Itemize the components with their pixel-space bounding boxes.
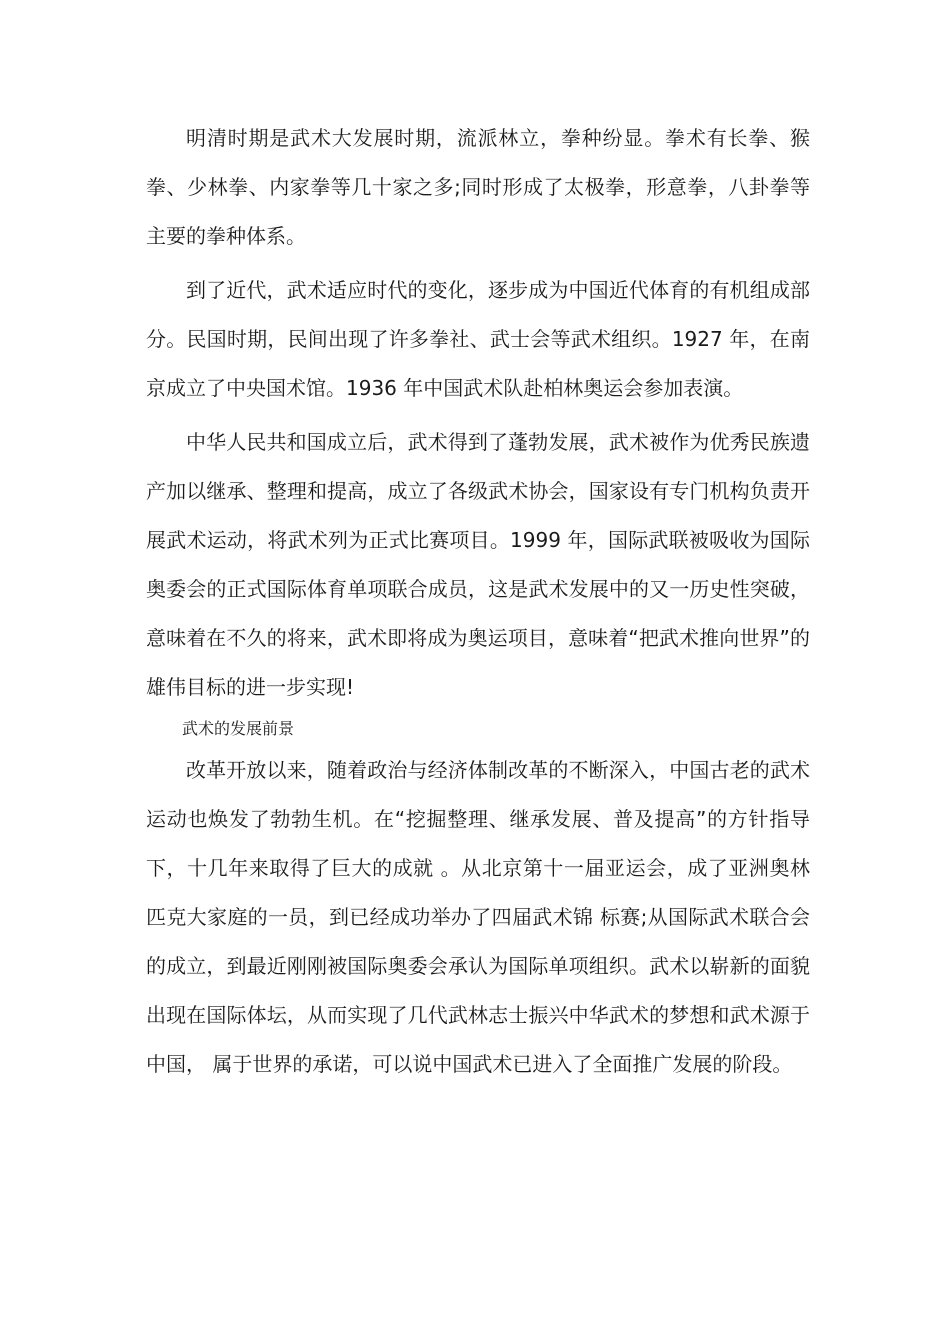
- paragraph-future-prospects: 改革开放以来，随着政治与经济体制改革的不断深入，中国古老的武术运动也焕发了勃勃生机。在“挖掘整理、继承发展、普及提高”的方针指导下，十几年来取得了巨大的成就 。从北京第十一届亚运会，成了亚洲奥林匹克大家庭的一员，到已经成功举办了四届武术锦 标赛;从国际武术联合会的成立，到最近刚刚被国际奥委会承认为国际单项组织。武术以崭新的面貌出现在国际体坛，从而实现了几代武林志士振兴中华武术的梦想和武术源于中国， 属于世界的承诺，可以说中国武术已进入了全面推广发展的阶段。: [146, 758, 810, 1076]
- section-heading: 武术的发展前景: [182, 719, 295, 738]
- document-body: [146, 114, 810, 1089]
- paragraph-prc-development: 中华人民共和国成立后，武术得到了蓬勃发展，武术被作为优秀民族遗产加以继承、整理和提高，成立了各级武术协会，国家设有专门机构负责开展武术运动，将武术列为正式比赛项目。1999 年，国际武联被吸收为国际奥委会的正式国际体育单项联合成员，这是武术发展中的又一历史性突破，意味着在不久的将来，武术即将成为奥运项目，意味着“把武术推向世界”的雄伟目标的进一步实现!: [146, 430, 810, 699]
- paragraph-modern-era: 到了近代，武术适应时代的变化，逐步成为中国近代体育的有机组成部分。民国时期，民间出现了许多拳社、武士会等武术组织。1927 年，在南京成立了中央国术馆。1936 年中国武术队赴柏林奥运会参加表演。: [146, 278, 810, 400]
- paragraph-ming-qing: 明清时期是武术大发展时期，流派林立，拳种纷显。拳术有长拳、猴拳、少林拳、内家拳等几十家之多;同时形成了太极拳，形意拳，八卦拳等主要的拳种体系。: [146, 126, 810, 248]
